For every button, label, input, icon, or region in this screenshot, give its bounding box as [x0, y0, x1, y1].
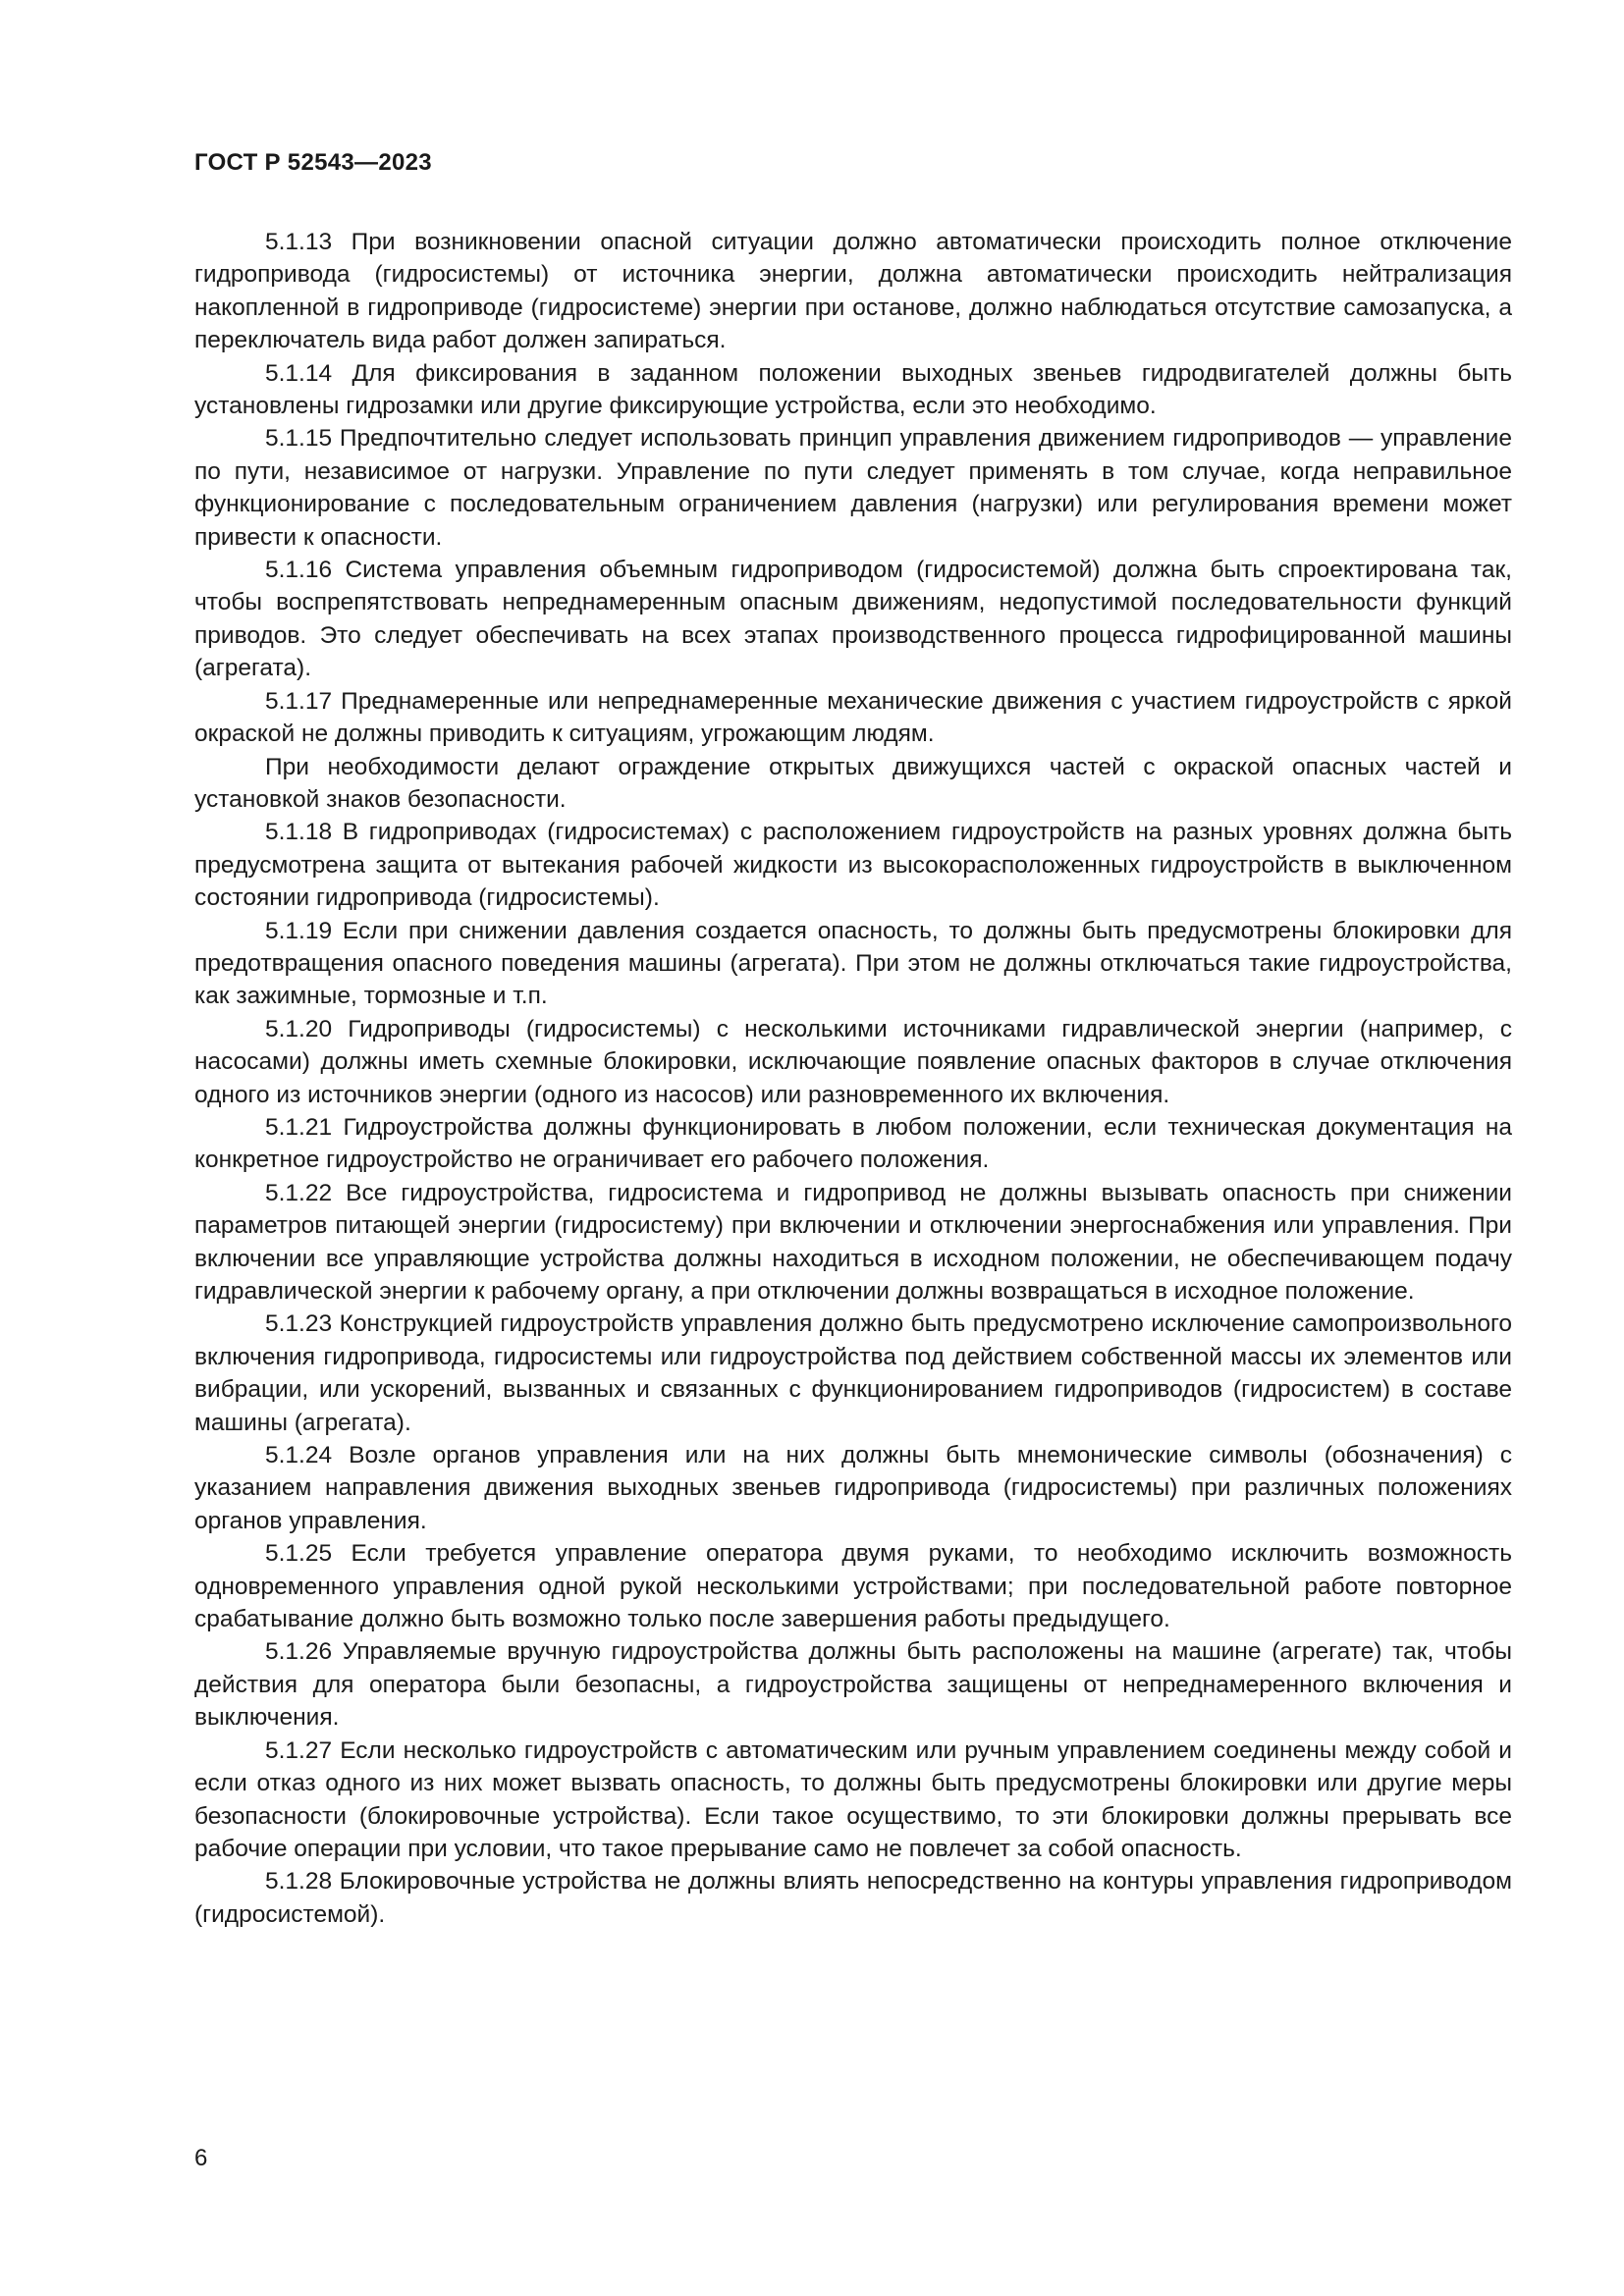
- paragraph-5-1-18: 5.1.18 В гидроприводах (гидросистемах) с расположением гидроустройств на разных уровнях должна быть предусмотрена защита от вытекания рабочей жидкости из высокорасположенных гидроустройств в выключенном состоянии гидропривода (гидросистемы).: [194, 819, 1512, 912]
- paragraph-5-1-22: 5.1.22 Все гидроустройства, гидросистема и гидропривод не должны вызывать опасность при снижении параметров питающей энергии (гидросистему) при включении и отключении энергоснабжения или управления. При включении все управляющие устройства должны находиться в исходном положении, не обеспечивающем подачу гидравлической энергии к рабочему органу, а при отключении должны возвращаться в исходное положение.: [194, 1179, 1512, 1305]
- paragraph-5-1-23: 5.1.23 Конструкцией гидроустройств управления должно быть предусмотрено исключение самопроизвольного включения гидропривода, гидросистемы или гидроустройства под действием собственной массы их элементов или вибрации, или ускорений, вызванных и связанных с функционированием гидроприводов (гидросистем) в составе машины (агрегата).: [194, 1310, 1512, 1436]
- paragraph-5-1-26: 5.1.26 Управляемые вручную гидроустройства должны быть расположены на машине (агрегате) так, чтобы действия для оператора были безопасны, а гидроустройства защищены от непреднамеренного включения и выключения.: [194, 1638, 1512, 1732]
- paragraph-5-1-13: 5.1.13 При возникновении опасной ситуации должно автоматически происходить полное отключение гидропривода (гидросистемы) от источника энергии, должна автоматически происходить нейтрализация накопленной в гидроприводе (гидросистеме) энергии при останове, должно наблюдаться отсутствие самозапуска, а переключатель вида работ должен запираться.: [194, 229, 1512, 354]
- document-header: ГОСТ Р 52543—2023: [194, 149, 432, 176]
- page-number: 6: [194, 2145, 208, 2171]
- paragraph-5-1-14: 5.1.14 Для фиксирования в заданном положении выходных звеньев гидродвигателей должны быть установлены гидрозамки или другие фиксирующие устройства, если это необходимо.: [194, 359, 1512, 420]
- paragraph-5-1-27: 5.1.27 Если несколько гидроустройств с автоматическим или ручным управлением соединены между собой и если отказ одного из них может вызвать опасность, то должны быть предусмотрены блокировки или другие меры безопасности (блокировочные устройства). Если такое осуществимо, то эти блокировки должны прерывать все рабочие операции при условии, что такое прерывание само не повлечет за собой опасность.: [194, 1736, 1512, 1862]
- paragraph-5-1-24: 5.1.24 Возле органов управления или на них должны быть мнемонические символы (обозначения) с указанием направления движения выходных звеньев гидропривода (гидросистемы) при различных положениях органов управления.: [194, 1442, 1512, 1534]
- paragraph-5-1-19: 5.1.19 Если при снижении давления создается опасность, то должны быть предусмотрены блокировки для предотвращения опасного поведения машины (агрегата). При этом не должны отключаться такие гидроустройства, как зажимные, тормозные и т.п.: [194, 917, 1512, 1010]
- paragraph-5-1-28: 5.1.28 Блокировочные устройства не должны влиять непосредственно на контуры управления гидроприводом (гидросистемой).: [194, 1868, 1512, 1928]
- document-body: [194, 226, 1512, 1931]
- paragraph-5-1-17-note: При необходимости делают ограждение открытых движущихся частей с окраской опасных частей и установкой знаков безопасности.: [194, 753, 1512, 813]
- paragraph-5-1-15: 5.1.15 Предпочтительно следует использовать принцип управления движением гидроприводов — управление по пути, независимое от нагрузки. Управление по пути следует применять в том случае, когда неправильное функционирование с последовательным ограничением давления (нагрузки) или регулирования времени может привести к опасности.: [194, 425, 1512, 551]
- paragraph-5-1-16: 5.1.16 Система управления объемным гидроприводом (гидросистемой) должна быть спроектирована так, чтобы воспрепятствовать непреднамеренным опасным движениям, недопустимой последовательности функций приводов. Это следует обеспечивать на всех этапах производственного процесса гидрофицированной машины (агрегата).: [194, 557, 1512, 682]
- paragraph-5-1-25: 5.1.25 Если требуется управление оператора двумя руками, то необходимо исключить возможность одновременного управления одной рукой несколькими устройствами; при последовательной работе повторное срабатывание должно быть возможно только после завершения работы предыдущего.: [194, 1540, 1512, 1633]
- paragraph-5-1-21: 5.1.21 Гидроустройства должны функционировать в любом положении, если техническая документация на конкретное гидроустройство не ограничивает его рабочего положения.: [194, 1113, 1512, 1174]
- paragraph-5-1-17: 5.1.17 Преднамеренные или непреднамеренные механические движения с участием гидроустройств с яркой окраской не должны приводить к ситуациям, угрожающим людям.: [194, 687, 1512, 748]
- paragraph-5-1-20: 5.1.20 Гидроприводы (гидросистемы) с несколькими источниками гидравлической энергии (например, с насосами) должны иметь схемные блокировки, исключающие появление опасных факторов в случае отключения одного из источников энергии (одного из насосов) или разновременного их включения.: [194, 1015, 1512, 1108]
